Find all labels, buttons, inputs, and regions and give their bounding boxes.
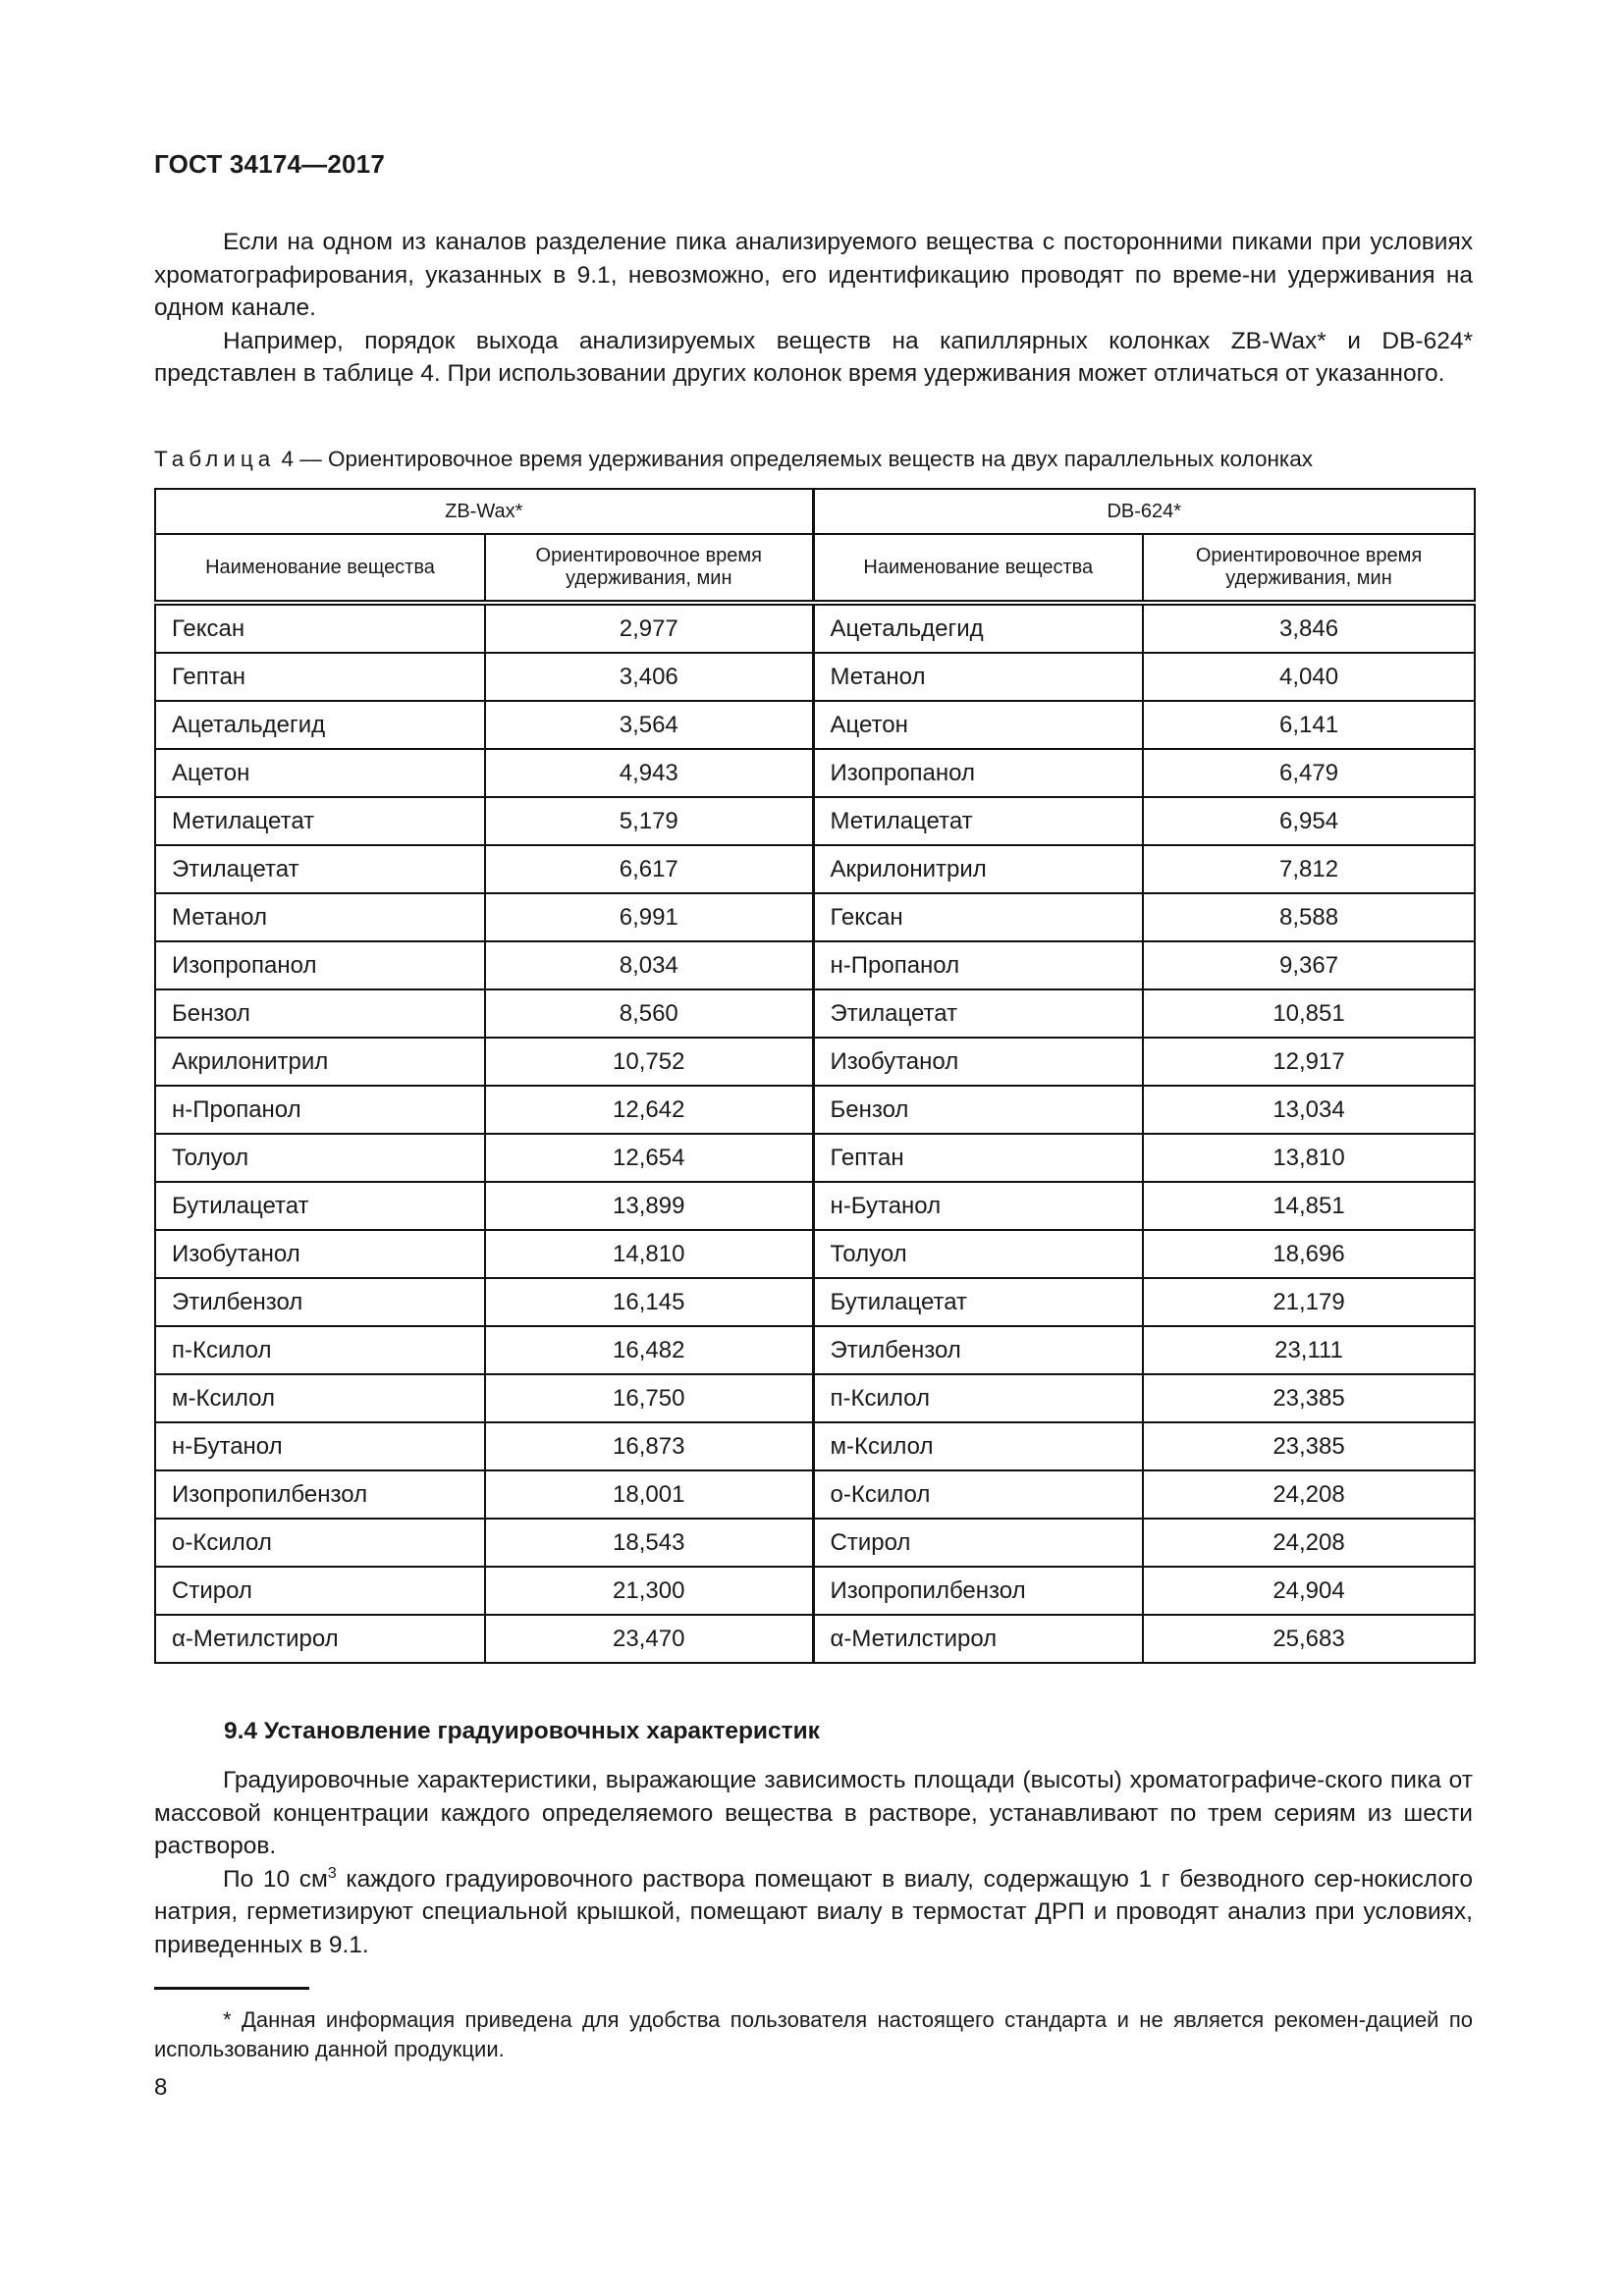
retention-time-db-624: 23,111 (1143, 1326, 1475, 1374)
retention-time-db-624: 24,208 (1143, 1470, 1475, 1519)
substance-name-db-624: α-Метилстирол (813, 1615, 1143, 1663)
substance-name-zb-wax: Стирол (155, 1567, 485, 1615)
substance-name-db-624: Гептан (813, 1134, 1143, 1182)
table-row (155, 1086, 1475, 1134)
retention-time-db-624: 13,810 (1143, 1134, 1475, 1182)
retention-time-db-624: 25,683 (1143, 1615, 1475, 1663)
retention-time-zb-wax: 10,752 (485, 1038, 813, 1086)
table-caption-number: 4 (281, 447, 295, 471)
substance-name-db-624: н-Бутанол (813, 1182, 1143, 1230)
retention-time-zb-wax: 13,899 (485, 1182, 813, 1230)
column-header-retention-time: Ориентировочное время удерживания, мин (485, 534, 813, 603)
substance-name-db-624: Стирол (813, 1519, 1143, 1567)
table-row (155, 1278, 1475, 1326)
retention-time-zb-wax: 18,543 (485, 1519, 813, 1567)
retention-time-db-624: 24,904 (1143, 1567, 1475, 1615)
intro-paragraph: Если на одном из каналов разделение пика анализируемого вещества с посторонними пиками при условиях хроматографирования, указанных в 9.1, невозможно, его идентификацию проводят по време-ни удерживания на одном канале. (154, 229, 1473, 321)
retention-time-zb-wax: 3,406 (485, 653, 813, 701)
table-row (155, 1519, 1475, 1567)
section-paragraph: Градуировочные характеристики, выражающие зависимость площади (высоты) хроматографиче-ского пика от массовой концентрации каждого определяемого вещества в растворе, устанавливают по трем сериям из шести растворов. (154, 1767, 1473, 1859)
substance-name-db-624: Этилбензол (813, 1326, 1143, 1374)
page-number: 8 (154, 2074, 168, 2101)
footnote-divider (154, 1987, 309, 1990)
group-header-db-624: DB-624* (813, 489, 1475, 534)
footnote-text: * Данная информация приведена для удобства пользователя настоящего стандарта и не является рекомен-дацией по использованию данной продукции. (154, 2007, 1473, 2061)
table-row (155, 797, 1475, 845)
substance-name-db-624: Этилацетат (813, 989, 1143, 1038)
table-row (155, 1567, 1475, 1615)
retention-time-db-624: 8,588 (1143, 893, 1475, 941)
footnote (154, 2005, 1473, 2064)
table-row (155, 989, 1475, 1038)
substance-name-db-624: п-Ксилол (813, 1374, 1143, 1422)
table-row (155, 1615, 1475, 1663)
substance-name-zb-wax: Изопропанол (155, 941, 485, 989)
retention-time-db-624: 6,141 (1143, 701, 1475, 749)
retention-time-db-624: 7,812 (1143, 845, 1475, 893)
retention-time-zb-wax: 14,810 (485, 1230, 813, 1278)
document-header: ГОСТ 34174—2017 (154, 149, 385, 179)
substance-name-zb-wax: Изобутанол (155, 1230, 485, 1278)
text-fragment: каждого градуировочного раствора помещают в виалу, содержащую 1 г безводного сер-нокислого натрия, герметизируют специальной крышкой, помещают виалу в термостат ДРП и проводят анализ при условиях, приведенных в 9.1. (154, 1865, 1473, 1958)
substance-name-db-624: Бензол (813, 1086, 1143, 1134)
table-caption-label: Таблица (154, 447, 276, 471)
table-row (155, 701, 1475, 749)
substance-name-db-624: м-Ксилол (813, 1422, 1143, 1470)
substance-name-db-624: Изопропилбензол (813, 1567, 1143, 1615)
retention-time-zb-wax: 23,470 (485, 1615, 813, 1663)
retention-time-zb-wax: 8,034 (485, 941, 813, 989)
substance-name-zb-wax: Метилацетат (155, 797, 485, 845)
substance-name-db-624: Гексан (813, 893, 1143, 941)
retention-time-table (154, 488, 1476, 1664)
table-row (155, 1470, 1475, 1519)
table-row (155, 749, 1475, 797)
group-header-zb-wax: ZB-Wax* (155, 489, 813, 534)
retention-time-zb-wax: 6,617 (485, 845, 813, 893)
substance-name-zb-wax: Ацетон (155, 749, 485, 797)
retention-time-db-624: 3,846 (1143, 603, 1475, 653)
superscript: 3 (327, 1864, 337, 1882)
retention-time-db-624: 23,385 (1143, 1374, 1475, 1422)
substance-name-db-624: Толуол (813, 1230, 1143, 1278)
text-fragment: По 10 см (223, 1865, 328, 1893)
retention-time-db-624: 4,040 (1143, 653, 1475, 701)
substance-name-db-624: Ацетальдегид (813, 603, 1143, 653)
table-row (155, 941, 1475, 989)
retention-time-zb-wax: 12,654 (485, 1134, 813, 1182)
column-header-substance: Наименование вещества (813, 534, 1143, 603)
substance-name-db-624: Метилацетат (813, 797, 1143, 845)
retention-time-db-624: 6,954 (1143, 797, 1475, 845)
retention-time-zb-wax: 21,300 (485, 1567, 813, 1615)
substance-name-zb-wax: Гексан (155, 603, 485, 653)
table-row (155, 1422, 1475, 1470)
retention-time-zb-wax: 12,642 (485, 1086, 813, 1134)
substance-name-zb-wax: Акрилонитрил (155, 1038, 485, 1086)
retention-time-zb-wax: 4,943 (485, 749, 813, 797)
intro-text (154, 226, 1473, 391)
retention-time-db-624: 18,696 (1143, 1230, 1475, 1278)
table-body (155, 603, 1475, 1663)
substance-name-zb-wax: α-Метилстирол (155, 1615, 485, 1663)
substance-name-zb-wax: Бутилацетат (155, 1182, 485, 1230)
retention-time-db-624: 13,034 (1143, 1086, 1475, 1134)
substance-name-db-624: Акрилонитрил (813, 845, 1143, 893)
retention-time-db-624: 21,179 (1143, 1278, 1475, 1326)
substance-name-zb-wax: о-Ксилол (155, 1519, 485, 1567)
table-row (155, 845, 1475, 893)
retention-time-zb-wax: 16,145 (485, 1278, 813, 1326)
substance-name-db-624: н-Пропанол (813, 941, 1143, 989)
retention-time-db-624: 9,367 (1143, 941, 1475, 989)
substance-name-zb-wax: Гептан (155, 653, 485, 701)
substance-name-db-624: Изопропанол (813, 749, 1143, 797)
retention-time-zb-wax: 6,991 (485, 893, 813, 941)
table-caption-text: — Ориентировочное время удерживания определяемых веществ на двух параллельных колонках (294, 447, 1313, 471)
retention-time-db-624: 24,208 (1143, 1519, 1475, 1567)
section-text (154, 1764, 1473, 1961)
retention-time-zb-wax: 5,179 (485, 797, 813, 845)
substance-name-zb-wax: Этилацетат (155, 845, 485, 893)
substance-name-zb-wax: м-Ксилол (155, 1374, 485, 1422)
substance-name-db-624: Метанол (813, 653, 1143, 701)
column-header-substance: Наименование вещества (155, 534, 485, 603)
table-caption (154, 447, 1313, 472)
substance-name-zb-wax: Метанол (155, 893, 485, 941)
retention-time-zb-wax: 3,564 (485, 701, 813, 749)
retention-time-zb-wax: 2,977 (485, 603, 813, 653)
table-row (155, 1230, 1475, 1278)
substance-name-zb-wax: п-Ксилол (155, 1326, 485, 1374)
retention-time-zb-wax: 16,873 (485, 1422, 813, 1470)
table-row (155, 653, 1475, 701)
retention-time-db-624: 12,917 (1143, 1038, 1475, 1086)
substance-name-zb-wax: Изопропилбензол (155, 1470, 485, 1519)
retention-time-db-624: 6,479 (1143, 749, 1475, 797)
substance-name-zb-wax: Бензол (155, 989, 485, 1038)
substance-name-zb-wax: н-Пропанол (155, 1086, 485, 1134)
table-row (155, 1374, 1475, 1422)
retention-time-zb-wax: 18,001 (485, 1470, 813, 1519)
column-header-retention-time: Ориентировочное время удерживания, мин (1143, 534, 1475, 603)
substance-name-db-624: Изобутанол (813, 1038, 1143, 1086)
substance-name-zb-wax: н-Бутанол (155, 1422, 485, 1470)
retention-time-db-624: 23,385 (1143, 1422, 1475, 1470)
retention-time-zb-wax: 16,750 (485, 1374, 813, 1422)
table-row (155, 1326, 1475, 1374)
retention-time-zb-wax: 16,482 (485, 1326, 813, 1374)
retention-time-db-624: 10,851 (1143, 989, 1475, 1038)
intro-paragraph: Например, порядок выхода анализируемых веществ на капиллярных колонках ZB-Wax* и DB-624* представлен в таблице 4. При использовании других колонок время удерживания может отличаться от указанного. (154, 327, 1473, 387)
substance-name-db-624: о-Ксилол (813, 1470, 1143, 1519)
retention-time-zb-wax: 8,560 (485, 989, 813, 1038)
table-row (155, 893, 1475, 941)
table-row (155, 1182, 1475, 1230)
section-heading: 9.4 Установление градуировочных характеристик (224, 1718, 820, 1744)
substance-name-db-624: Бутилацетат (813, 1278, 1143, 1326)
table-row (155, 1134, 1475, 1182)
substance-name-zb-wax: Толуол (155, 1134, 485, 1182)
section-paragraph (154, 1863, 1473, 1962)
substance-name-zb-wax: Ацетальдегид (155, 701, 485, 749)
table-row (155, 603, 1475, 653)
retention-time-db-624: 14,851 (1143, 1182, 1475, 1230)
substance-name-zb-wax: Этилбензол (155, 1278, 485, 1326)
table-row (155, 1038, 1475, 1086)
substance-name-db-624: Ацетон (813, 701, 1143, 749)
